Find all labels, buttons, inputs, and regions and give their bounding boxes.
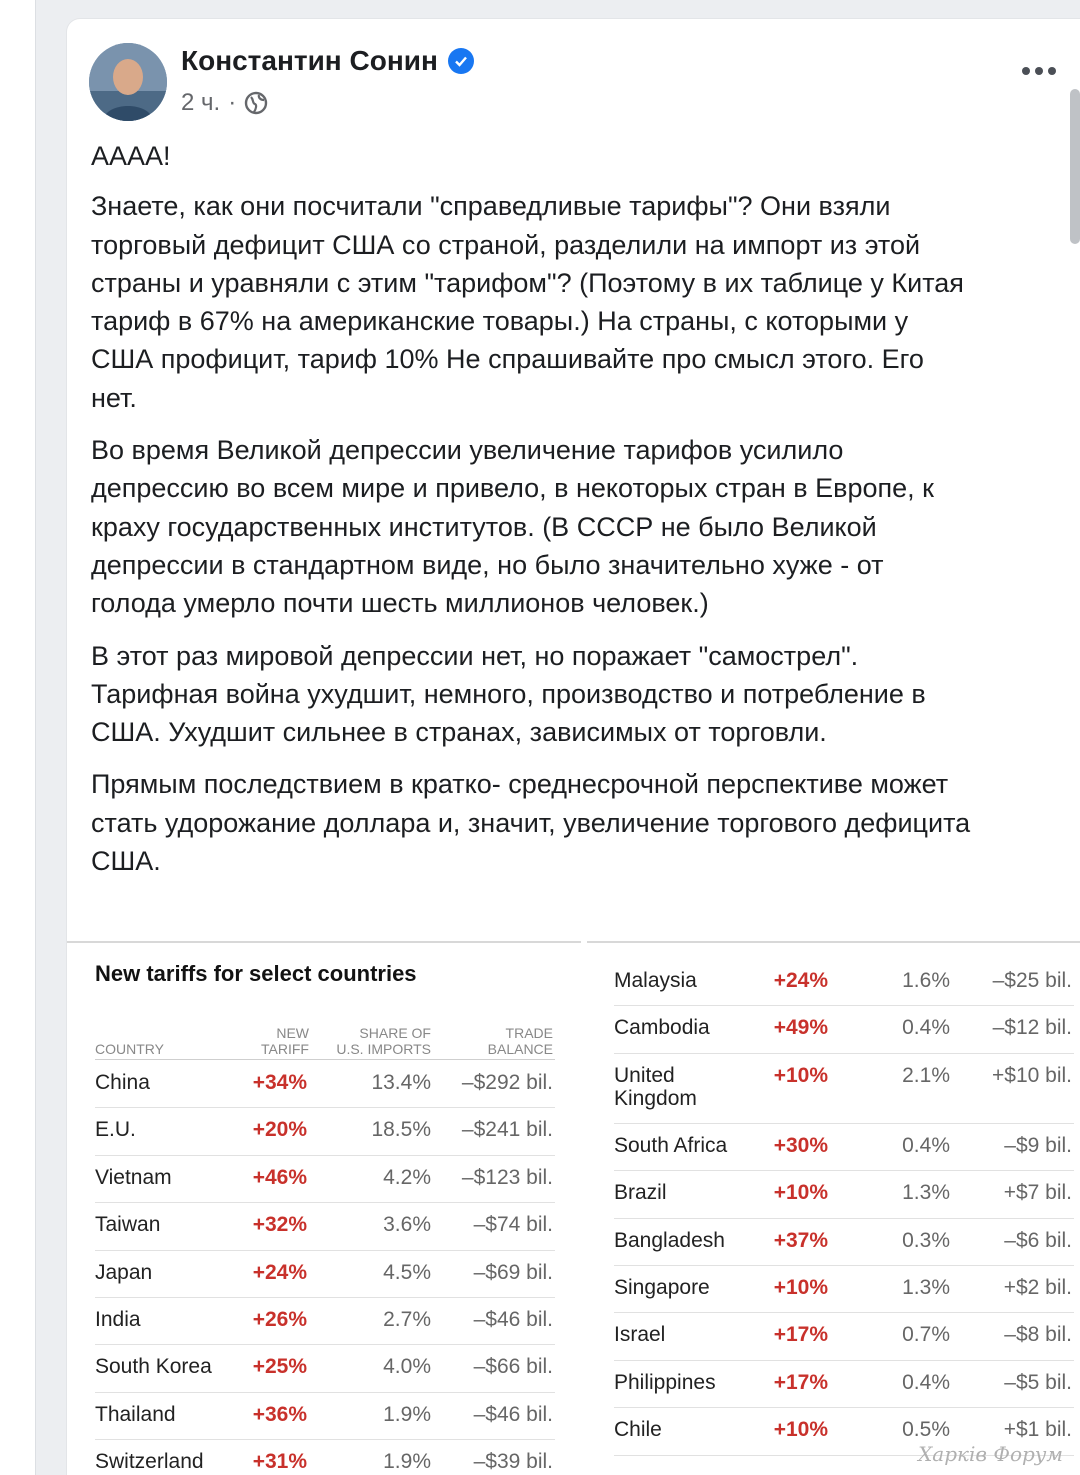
row-tariff: +17%	[773, 1323, 828, 1347]
divider	[95, 1059, 555, 1060]
row-country: Brazil	[614, 1181, 667, 1205]
header-text: TARIFF	[261, 1041, 309, 1057]
row-tariff: +49%	[773, 1016, 828, 1040]
row-tariff: +20%	[252, 1118, 307, 1142]
table-row	[95, 1061, 555, 1108]
avatar-photo-icon	[89, 43, 167, 121]
row-country: E.U.	[95, 1118, 136, 1142]
row-tariff: +10%	[773, 1181, 828, 1205]
table-row	[95, 1440, 555, 1475]
row-balance: –$12 bil.	[992, 1016, 1072, 1040]
globe-icon	[244, 91, 268, 115]
table-row	[614, 1361, 1074, 1408]
table-row	[95, 1298, 555, 1345]
row-country: Israel	[614, 1323, 666, 1347]
header-text: BALANCE	[487, 1041, 553, 1057]
table-row	[95, 1251, 555, 1298]
table-row	[614, 1219, 1074, 1266]
row-share: 0.4%	[902, 1370, 950, 1394]
table-row	[614, 1266, 1074, 1313]
table-row	[95, 1156, 555, 1203]
row-share: 0.7%	[902, 1323, 950, 1347]
row-country: Singapore	[614, 1275, 710, 1299]
row-balance: –$46 bil.	[473, 1307, 553, 1331]
row-balance: –$8 bil.	[1004, 1323, 1072, 1347]
post-time[interactable]: 2 ч.	[181, 89, 221, 116]
row-country: South Africa	[614, 1133, 728, 1157]
row-tariff: +32%	[252, 1213, 307, 1237]
table-left-rows	[95, 1061, 555, 1475]
table-title: New tariffs for select countries	[95, 961, 417, 986]
row-balance: –$292 bil.	[461, 1071, 553, 1094]
row-country: South Korea	[95, 1355, 212, 1379]
row-share: 2.7%	[383, 1307, 431, 1331]
row-share: 18.5%	[371, 1118, 431, 1142]
table-right-rows	[614, 959, 1074, 1456]
row-country: Switzerland	[95, 1450, 204, 1474]
row-balance: –$46 bil.	[473, 1402, 553, 1426]
author-name-text[interactable]: Константин Сонин	[181, 45, 438, 76]
row-country: Taiwan	[95, 1213, 161, 1237]
verified-badge-icon	[448, 48, 474, 74]
table-row	[95, 1393, 555, 1440]
header-text: NEW	[276, 1025, 309, 1041]
row-country: Malaysia	[614, 969, 697, 992]
row-tariff: +10%	[773, 1275, 828, 1299]
row-country: Japan	[95, 1260, 153, 1284]
post-paragraph: Во время Великой депрессии увеличение тарифов усилило депрессию во всем мире и привело, в некоторых стран в Европе, к краху государственных институтов. (В СССР не было Великой депрессии в стандартном виде, но было значительно хуже - от голода умерло почти шесть миллионов человек.)	[91, 435, 934, 619]
header-text: TRADE	[505, 1025, 553, 1041]
scrollbar-thumb[interactable]	[1070, 89, 1080, 244]
row-share: 0.4%	[902, 1133, 950, 1157]
row-tariff: +24%	[773, 969, 828, 992]
row-share: 0.4%	[902, 1016, 950, 1040]
row-balance: –$74 bil.	[473, 1213, 553, 1237]
row-country: Philippines	[614, 1370, 716, 1394]
row-balance: –$6 bil.	[1004, 1228, 1072, 1252]
post-meta	[181, 89, 268, 117]
row-country: Vietnam	[95, 1165, 172, 1189]
row-balance: –$123 bil.	[461, 1165, 553, 1189]
row-share: 4.0%	[383, 1355, 431, 1379]
header-country: COUNTRY	[95, 1041, 164, 1057]
left-column-edge	[0, 0, 36, 1475]
row-balance: +$7 bil.	[1003, 1181, 1072, 1205]
row-share: 0.5%	[902, 1418, 950, 1442]
row-share: 13.4%	[371, 1071, 431, 1094]
row-country: United Kingdom	[614, 1063, 697, 1110]
row-share: 4.5%	[383, 1260, 431, 1284]
row-share: 1.9%	[383, 1402, 431, 1426]
post-paragraph: Знаете, как они посчитали "справедливые тарифы"? Они взяли торговый дефицит США со страной, разделили на импорт из этой страны и уравняли с этим "тарифом"? (Поэтому в их таблице у Китая тариф в 67% на американские товары.) На страны, с которыми у США профицит, тариф 10% Не спрашивайте про смысл этого. Его нет.	[91, 191, 964, 413]
avatar[interactable]	[89, 43, 167, 121]
row-tariff: +10%	[773, 1418, 828, 1442]
row-tariff: +10%	[773, 1063, 828, 1087]
post-card	[66, 18, 1080, 1475]
row-share: 1.9%	[383, 1450, 431, 1474]
post-paragraph: Прямым последствием в кратко- среднесрочной перспективе может стать удорожание доллара и, значит, увеличение торгового дефицита США.	[91, 769, 971, 877]
table-row	[614, 1171, 1074, 1218]
row-share: 0.3%	[902, 1228, 950, 1252]
header-balance	[455, 1025, 553, 1057]
post-paragraph: В этот раз мировой депрессии нет, но поражает "самострел". Тарифная война ухудшит, немного, производство и потребление в США. Ухудшит сильнее в странах, зависимых от торговли.	[91, 640, 926, 748]
divider	[587, 941, 1080, 943]
row-country: China	[95, 1071, 150, 1094]
row-tariff: +46%	[252, 1165, 307, 1189]
divider	[67, 941, 581, 943]
row-tariff: +30%	[773, 1133, 828, 1157]
row-country: India	[95, 1307, 141, 1331]
row-tariff: +24%	[252, 1260, 307, 1284]
row-tariff: +37%	[773, 1228, 828, 1252]
table-row	[614, 1006, 1074, 1053]
row-tariff: +34%	[252, 1071, 307, 1094]
table-row	[95, 1203, 555, 1250]
row-balance: –$9 bil.	[1004, 1133, 1072, 1157]
row-tariff: +26%	[252, 1307, 307, 1331]
table-row	[614, 1054, 1074, 1124]
row-share: 4.2%	[383, 1165, 431, 1189]
row-country: Cambodia	[614, 1016, 710, 1040]
row-balance: +$10 bil.	[992, 1063, 1072, 1087]
header-share	[321, 1025, 431, 1057]
row-country: Chile	[614, 1418, 662, 1442]
header-text: U.S. IMPORTS	[336, 1041, 431, 1057]
row-tariff: +31%	[252, 1450, 307, 1474]
row-share: 3.6%	[383, 1213, 431, 1237]
row-country: Bangladesh	[614, 1228, 725, 1252]
row-balance: +$1 bil.	[1003, 1418, 1072, 1442]
row-share: 1.3%	[902, 1181, 950, 1205]
meta-separator: ·	[228, 89, 237, 116]
watermark: Харків Форум	[918, 1442, 1063, 1466]
row-share: 1.6%	[902, 969, 950, 992]
table-row	[614, 959, 1074, 1006]
post-paragraph: АААА!	[91, 141, 171, 171]
table-row	[95, 1108, 555, 1155]
header-new-tariff	[235, 1025, 309, 1057]
row-balance: –$69 bil.	[473, 1260, 553, 1284]
row-balance: –$39 bil.	[473, 1450, 553, 1474]
row-share: 2.1%	[902, 1063, 950, 1087]
table-header	[95, 1021, 555, 1057]
row-tariff: +17%	[773, 1370, 828, 1394]
more-options-icon[interactable]	[1022, 67, 1056, 75]
row-balance: –$66 bil.	[473, 1355, 553, 1379]
post-text	[91, 137, 971, 894]
row-tariff: +36%	[252, 1402, 307, 1426]
table-row	[614, 1124, 1074, 1171]
tariff-table-image[interactable]	[67, 941, 1080, 1475]
row-tariff: +25%	[252, 1355, 307, 1379]
row-country: Thailand	[95, 1402, 176, 1426]
row-balance: –$241 bil.	[461, 1118, 553, 1142]
table-row	[95, 1345, 555, 1392]
row-balance: +$2 bil.	[1003, 1275, 1072, 1299]
row-share: 1.3%	[902, 1275, 950, 1299]
row-balance: –$5 bil.	[1004, 1370, 1072, 1394]
author-name[interactable]	[181, 45, 474, 77]
table-row	[614, 1313, 1074, 1360]
header-text: SHARE OF	[359, 1025, 431, 1041]
row-balance: –$25 bil.	[992, 969, 1072, 992]
